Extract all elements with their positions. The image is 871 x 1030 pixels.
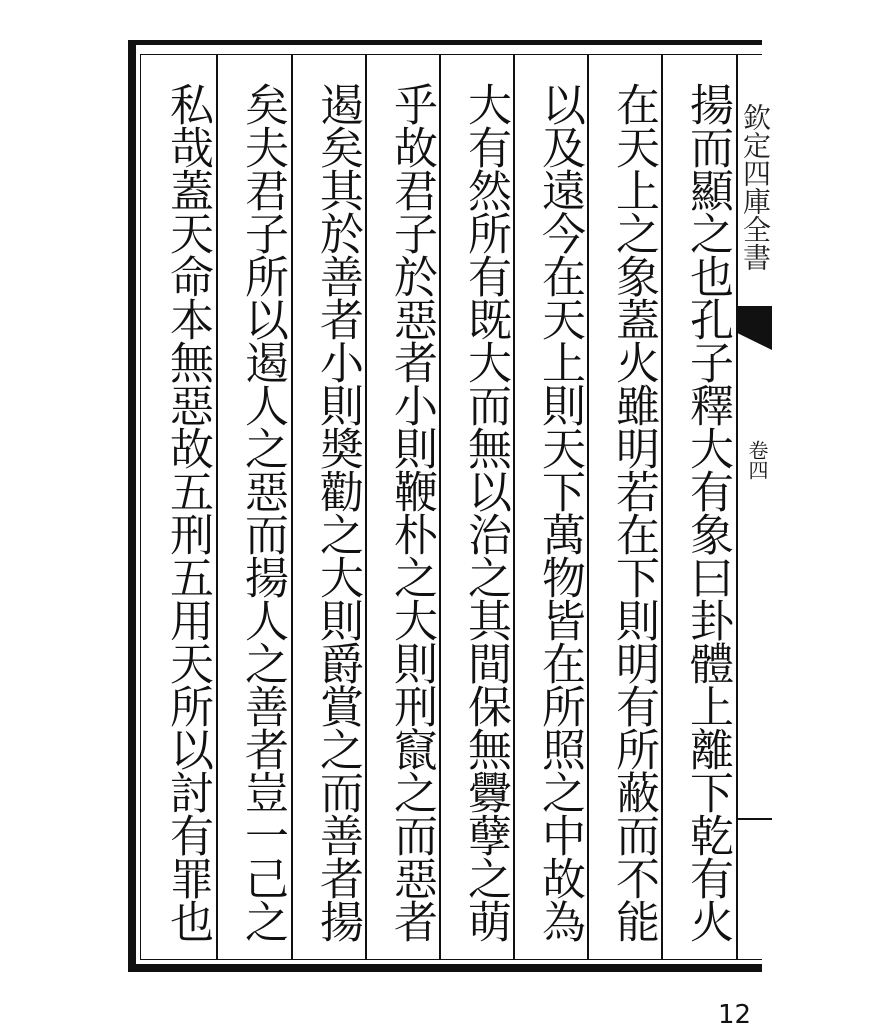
margin-rule (736, 818, 772, 820)
text-column-6: 遏矣其於善者小則奬勸之大則爵賞之而善者揚 (312, 82, 363, 942)
juan-label: 卷四 (745, 440, 769, 480)
text-column-3: 以及遠今在天上則天下萬物皆在所照之中故為 (534, 82, 585, 942)
book-title: 欽定四庫全書 (739, 103, 772, 271)
text-column-2: 在天上之象蓋火雖明若在下則明有所蔽而不能 (608, 82, 659, 942)
text-column-7: 矣夫君子所以遏人之惡而揚人之善者豈一己之 (237, 82, 288, 942)
text-column-4: 大有然所有既大而無以治之其間保無釁孽之萌 (460, 82, 511, 942)
text-column-8: 私哉蓋天命本無惡故五刑五用天所以討有罪也 (162, 82, 213, 942)
page-number: 12 (718, 1000, 752, 1030)
text-column-1: 揚而顯之也孔子釋大有象曰卦體上離下乾有火 (682, 82, 733, 942)
text-column-5: 乎故君子於惡者小則鞭朴之大則刑竄之而惡者 (386, 82, 437, 942)
